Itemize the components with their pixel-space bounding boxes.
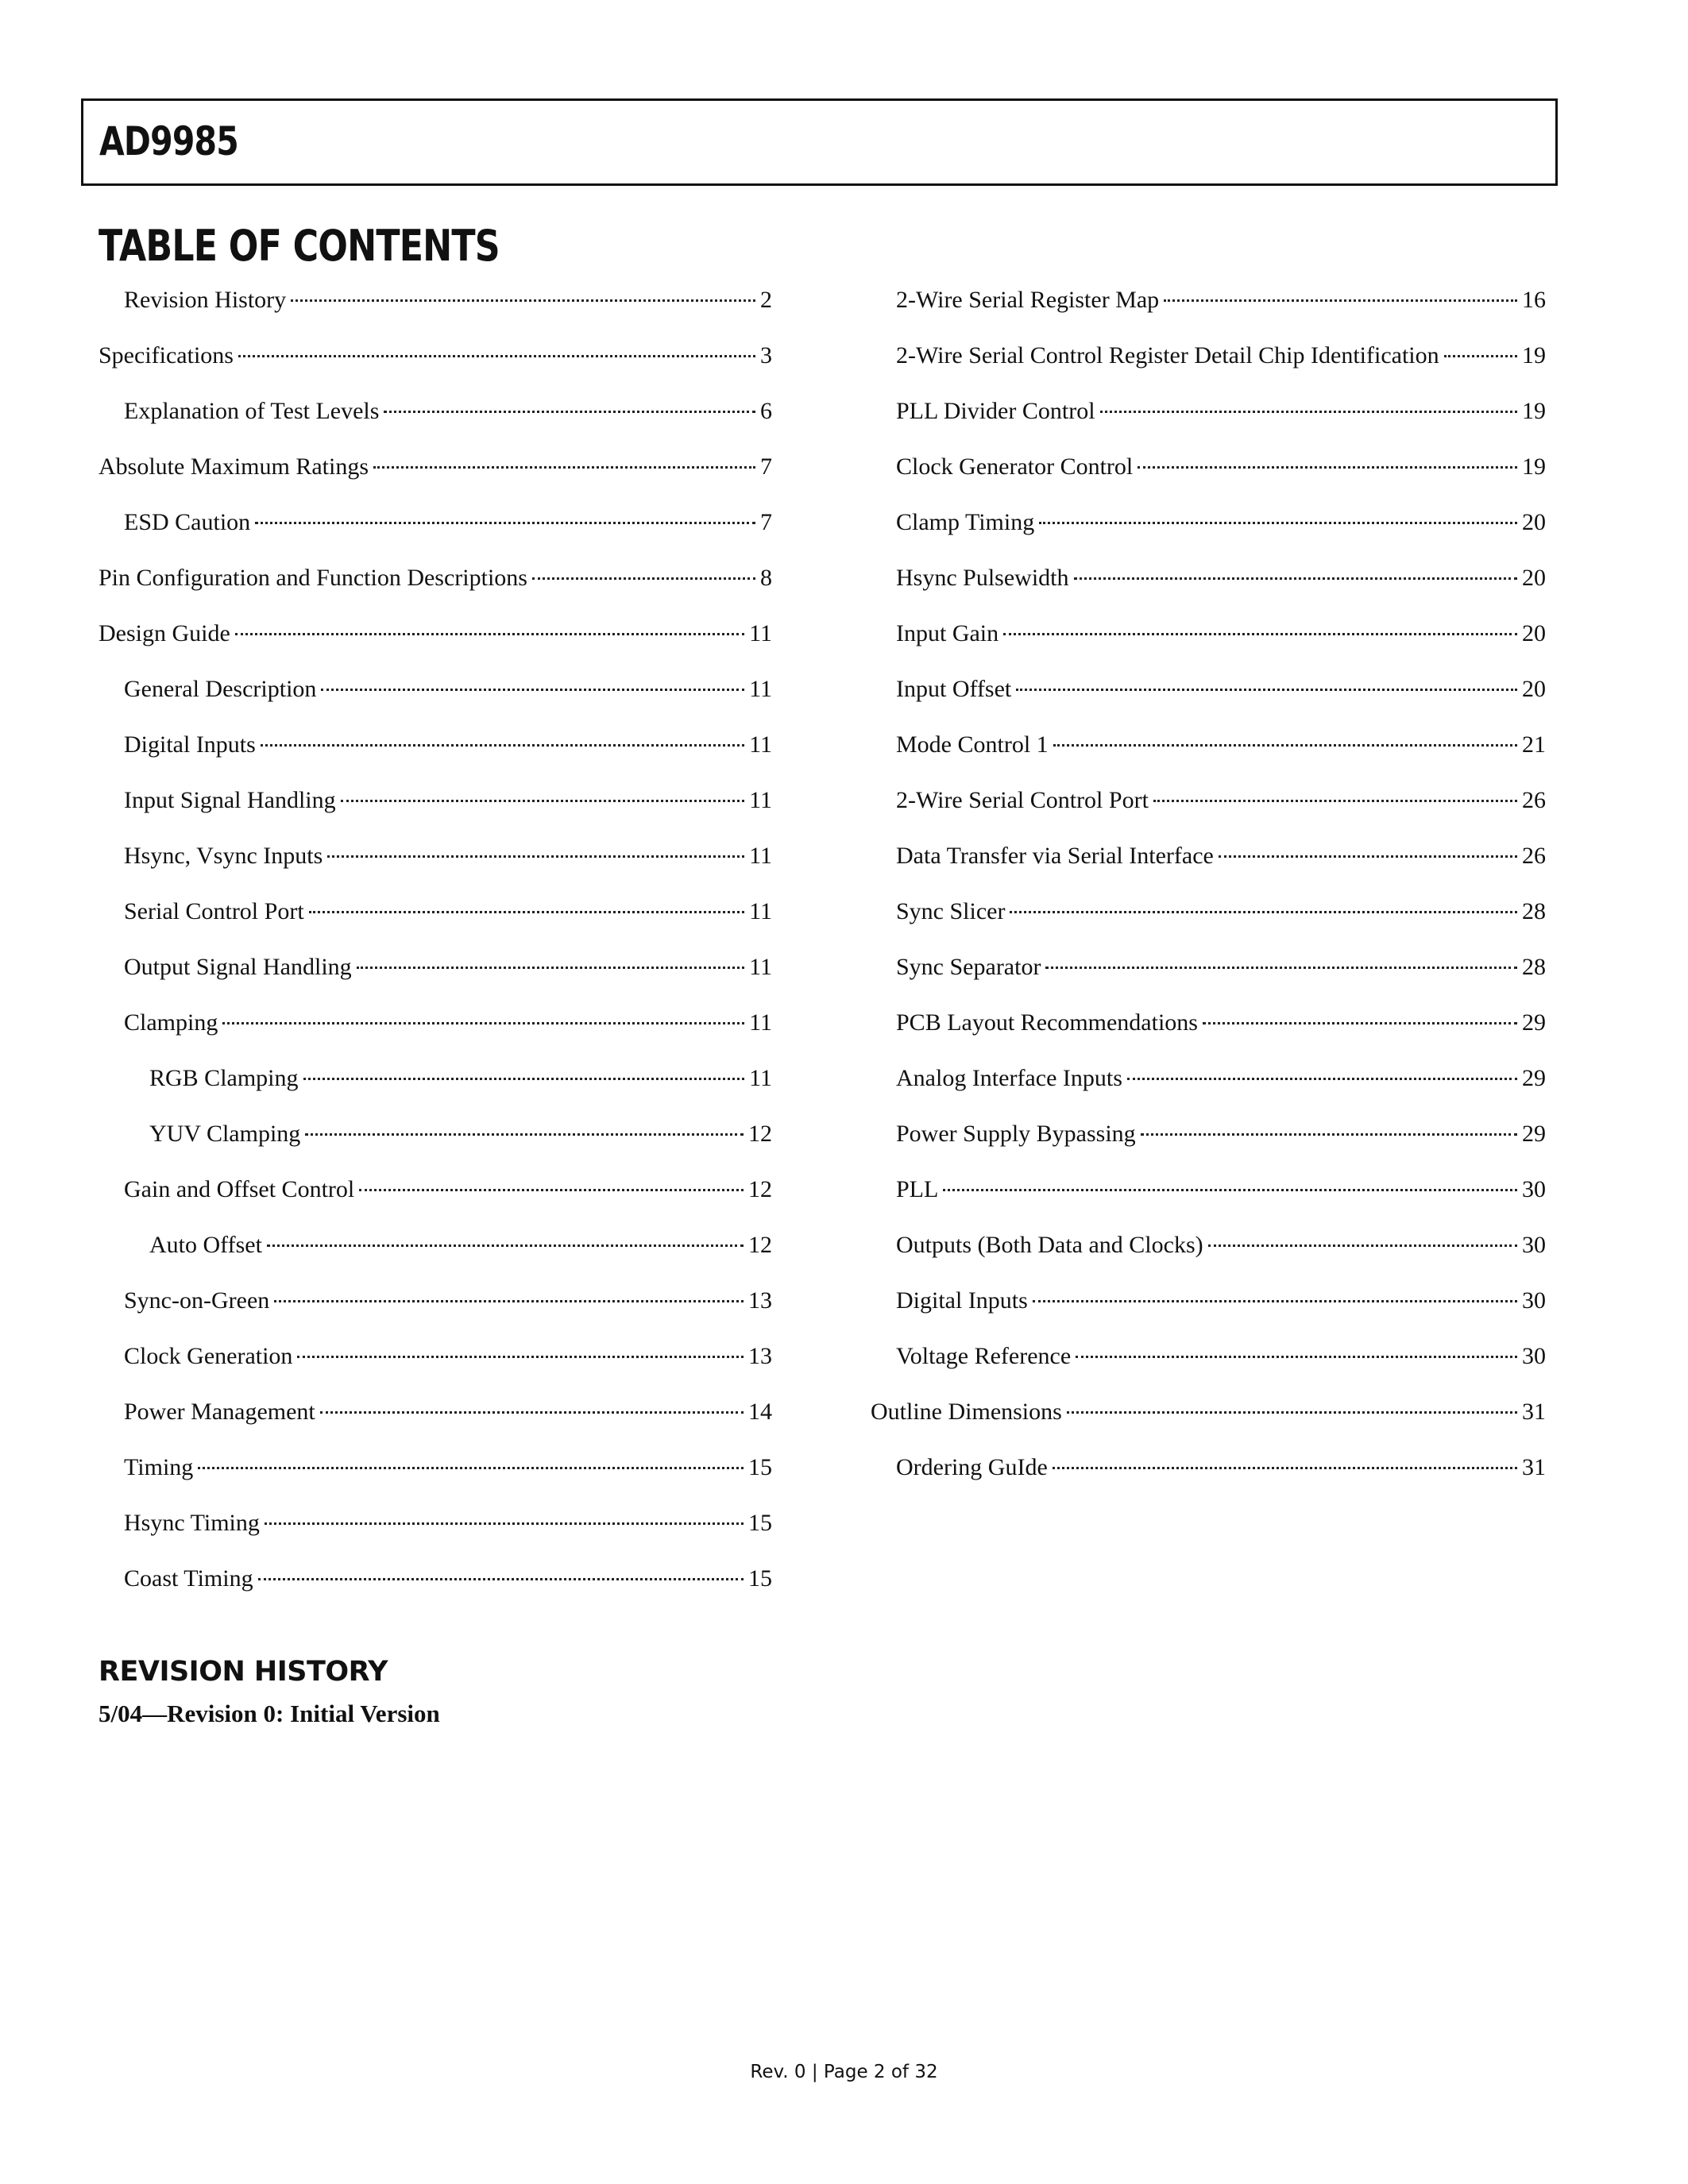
toc-dot-leader <box>327 855 744 858</box>
toc-entry[interactable] <box>871 1005 1546 1060</box>
toc-dot-leader <box>255 522 755 524</box>
toc-entry[interactable] <box>98 1561 772 1616</box>
toc-entry[interactable] <box>871 1227 1546 1283</box>
toc-dot-leader <box>303 1078 745 1080</box>
toc-entry-label: Auto Offset <box>149 1232 262 1258</box>
toc-entry[interactable] <box>871 782 1546 838</box>
toc-entry-label: Power Supply Bypassing <box>896 1121 1136 1147</box>
toc-entry-page: 11 <box>749 843 772 869</box>
toc-entry-label: Hsync Timing <box>124 1510 260 1536</box>
toc-entry-page: 7 <box>760 509 772 535</box>
toc-dot-leader <box>1067 1411 1517 1414</box>
toc-entry[interactable] <box>98 1227 772 1283</box>
toc-dot-leader <box>1219 855 1517 858</box>
toc-entry-label: Clamping <box>124 1009 218 1036</box>
toc-dot-leader <box>1074 577 1518 580</box>
toc-entry-page: 15 <box>748 1510 772 1536</box>
toc-entry-page: 20 <box>1522 509 1546 535</box>
toc-entry[interactable] <box>98 1060 772 1116</box>
toc-entry[interactable] <box>98 727 772 782</box>
toc-entry-page: 13 <box>748 1287 772 1314</box>
toc-entry-label: Hsync Pulsewidth <box>896 565 1069 591</box>
toc-dot-leader <box>305 1133 744 1136</box>
toc-dot-leader <box>1003 633 1517 635</box>
toc-entry-page: 11 <box>749 1065 772 1091</box>
toc-entry[interactable] <box>871 338 1546 393</box>
toc-entry-page: 12 <box>748 1121 772 1147</box>
toc-entry-label: Absolute Maximum Ratings <box>98 453 369 480</box>
toc-entry-label: Outputs (Both Data and Clocks) <box>896 1232 1203 1258</box>
toc-entry-page: 15 <box>748 1565 772 1592</box>
toc-entry[interactable] <box>871 838 1546 893</box>
toc-entry-page: 3 <box>760 342 772 369</box>
toc-dot-leader <box>267 1244 744 1247</box>
toc-entry-page: 30 <box>1522 1343 1546 1369</box>
toc-entry-page: 11 <box>749 731 772 758</box>
toc-dot-leader <box>274 1300 744 1302</box>
toc-entry[interactable] <box>98 282 772 338</box>
toc-dot-leader <box>222 1022 744 1024</box>
toc-entry-page: 11 <box>749 898 772 924</box>
toc-entry-page: 14 <box>748 1399 772 1425</box>
toc-entry-label: Design Guide <box>98 620 230 646</box>
toc-entry-label: Coast Timing <box>124 1565 253 1592</box>
toc-entry[interactable] <box>98 393 772 449</box>
toc-dot-leader <box>1164 299 1517 302</box>
toc-entry-page: 12 <box>748 1176 772 1202</box>
toc-entry-page: 30 <box>1522 1232 1546 1258</box>
toc-dot-leader <box>359 1189 744 1191</box>
toc-dot-leader <box>1045 967 1517 969</box>
toc-entry-page: 20 <box>1522 620 1546 646</box>
toc-entry-label: Power Management <box>124 1399 315 1425</box>
toc-entry-label: General Description <box>124 676 317 702</box>
toc-entry-page: 11 <box>749 787 772 813</box>
toc-entry-page: 6 <box>760 398 772 424</box>
toc-entry-page: 29 <box>1522 1065 1546 1091</box>
toc-entry[interactable] <box>871 282 1546 338</box>
toc-entry-page: 15 <box>748 1454 772 1480</box>
toc-dot-leader <box>261 744 744 747</box>
revision-entry: 5/04—Revision 0: Initial Version <box>98 1700 440 1727</box>
toc-entry-label: ESD Caution <box>124 509 251 535</box>
toc-entry-label: PLL Divider Control <box>896 398 1095 424</box>
toc-entry[interactable] <box>98 560 772 615</box>
toc-entry[interactable] <box>98 338 772 393</box>
toc-entry-label: PCB Layout Recommendations <box>896 1009 1198 1036</box>
toc-entry-page: 7 <box>760 453 772 480</box>
toc-entry-label: Outline Dimensions <box>871 1399 1062 1425</box>
toc-dot-leader <box>321 689 744 691</box>
toc-entry[interactable] <box>871 1449 1546 1505</box>
toc-entry-label: Data Transfer via Serial Interface <box>896 843 1214 869</box>
toc-dot-leader <box>198 1467 744 1469</box>
toc-entry[interactable] <box>871 1283 1546 1338</box>
toc-entry[interactable] <box>871 504 1546 560</box>
toc-entry[interactable] <box>871 449 1546 504</box>
toc-entry[interactable] <box>871 727 1546 782</box>
toc-dot-leader <box>1203 1022 1517 1024</box>
toc-entry-page: 19 <box>1522 342 1546 369</box>
toc-entry[interactable] <box>98 949 772 1005</box>
toc-dot-leader <box>1016 689 1517 691</box>
toc-entry-label: Pin Configuration and Function Descriptions <box>98 565 527 591</box>
toc-entry-label: 2-Wire Serial Control Port <box>896 787 1149 813</box>
toc-entry-label: Ordering GuIde <box>896 1454 1048 1480</box>
toc-entry-page: 2 <box>760 287 772 313</box>
toc-entry[interactable] <box>871 1060 1546 1116</box>
toc-entry-page: 28 <box>1522 954 1546 980</box>
toc-dot-leader <box>1208 1244 1517 1247</box>
toc-entry-page: 31 <box>1522 1399 1546 1425</box>
toc-entry-page: 31 <box>1522 1454 1546 1480</box>
toc-entry-page: 19 <box>1522 398 1546 424</box>
part-number: AD9985 <box>99 118 238 164</box>
toc-entry[interactable] <box>98 615 772 671</box>
toc-entry-label: Input Offset <box>896 676 1012 702</box>
toc-entry-label: Input Signal Handling <box>124 787 336 813</box>
toc-entry-label: Timing <box>124 1454 194 1480</box>
toc-entry[interactable] <box>871 615 1546 671</box>
toc-entry-page: 28 <box>1522 898 1546 924</box>
toc-entry[interactable] <box>871 560 1546 615</box>
toc-entry-label: Specifications <box>98 342 234 369</box>
toc-entry[interactable] <box>98 1171 772 1227</box>
toc-dot-leader <box>1153 800 1517 802</box>
toc-entry-label: Revision History <box>124 287 287 313</box>
revision-history-heading: REVISION HISTORY <box>98 1656 388 1688</box>
toc-right-column <box>871 282 1546 1505</box>
toc-entry-label: PLL <box>896 1176 939 1202</box>
toc-dot-leader <box>265 1522 744 1525</box>
toc-entry-label: Voltage Reference <box>896 1343 1072 1369</box>
toc-entry-page: 11 <box>749 1009 772 1036</box>
toc-left-column <box>98 282 772 1616</box>
toc-entry-page: 8 <box>760 565 772 591</box>
toc-entry-label: 2-Wire Serial Register Map <box>896 287 1160 313</box>
toc-entry-page: 26 <box>1522 843 1546 869</box>
toc-dot-leader <box>1039 522 1517 524</box>
toc-entry[interactable] <box>871 1338 1546 1394</box>
toc-entry-label: Explanation of Test Levels <box>124 398 380 424</box>
toc-entry[interactable] <box>98 838 772 893</box>
toc-dot-leader <box>943 1189 1517 1191</box>
toc-dot-leader <box>1053 744 1517 747</box>
toc-dot-leader <box>1138 466 1517 469</box>
toc-entry-page: 11 <box>749 954 772 980</box>
toc-dot-leader <box>320 1411 744 1414</box>
toc-entry[interactable] <box>98 1283 772 1338</box>
toc-entry-label: Sync Slicer <box>896 898 1006 924</box>
toc-entry-page: 19 <box>1522 453 1546 480</box>
toc-dot-leader <box>1010 911 1517 913</box>
toc-dot-leader <box>291 299 755 302</box>
toc-entry-page: 12 <box>748 1232 772 1258</box>
toc-dot-leader <box>1444 355 1517 357</box>
toc-dot-leader <box>1141 1133 1517 1136</box>
toc-entry[interactable] <box>98 671 772 727</box>
toc-entry-page: 21 <box>1522 731 1546 758</box>
toc-dot-leader <box>532 577 755 580</box>
toc-entry-label: Clamp Timing <box>896 509 1035 535</box>
toc-entry-page: 11 <box>749 620 772 646</box>
toc-entry[interactable] <box>98 1116 772 1171</box>
toc-entry-page: 30 <box>1522 1176 1546 1202</box>
toc-dot-leader <box>235 633 744 635</box>
toc-entry-label: Input Gain <box>896 620 999 646</box>
toc-entry[interactable] <box>98 893 772 949</box>
toc-entry[interactable] <box>98 1449 772 1505</box>
toc-entry[interactable] <box>871 1394 1546 1449</box>
toc-entry-label: YUV Clamping <box>149 1121 301 1147</box>
toc-entry[interactable] <box>98 449 772 504</box>
toc-entry-label: Gain and Offset Control <box>124 1176 355 1202</box>
page-footer: Rev. 0 | Page 2 of 32 <box>750 2062 938 2082</box>
toc-entry-page: 20 <box>1522 676 1546 702</box>
toc-entry-label: Digital Inputs <box>896 1287 1028 1314</box>
toc-entry-label: Analog Interface Inputs <box>896 1065 1122 1091</box>
toc-entry-page: 30 <box>1522 1287 1546 1314</box>
toc-entry-page: 26 <box>1522 787 1546 813</box>
toc-title: TABLE OF CONTENTS <box>98 221 500 271</box>
toc-entry[interactable] <box>98 1394 772 1449</box>
toc-entry-label: 2-Wire Serial Control Register Detail Chip Identification <box>896 342 1439 369</box>
toc-dot-leader <box>384 411 755 413</box>
toc-entry-label: Digital Inputs <box>124 731 256 758</box>
toc-entry[interactable] <box>98 504 772 560</box>
toc-entry-page: 13 <box>748 1343 772 1369</box>
header-box <box>81 98 1558 186</box>
toc-entry[interactable] <box>871 893 1546 949</box>
toc-entry[interactable] <box>98 1505 772 1561</box>
toc-dot-leader <box>341 800 744 802</box>
toc-dot-leader <box>1076 1356 1517 1358</box>
toc-entry-page: 29 <box>1522 1009 1546 1036</box>
toc-dot-leader <box>258 1578 744 1580</box>
toc-entry-label: RGB Clamping <box>149 1065 299 1091</box>
toc-entry[interactable] <box>871 1116 1546 1171</box>
toc-dot-leader <box>297 1356 744 1358</box>
toc-dot-leader <box>357 967 744 969</box>
toc-entry-page: 11 <box>749 676 772 702</box>
toc-entry-page: 29 <box>1522 1121 1546 1147</box>
toc-dot-leader <box>238 355 755 357</box>
toc-dot-leader <box>1053 1467 1517 1469</box>
toc-entry[interactable] <box>871 393 1546 449</box>
toc-entry-label: Sync-on-Green <box>124 1287 270 1314</box>
toc-dot-leader <box>1100 411 1517 413</box>
toc-entry[interactable] <box>98 782 772 838</box>
toc-entry-label: Output Signal Handling <box>124 954 352 980</box>
toc-entry-label: Hsync, Vsync Inputs <box>124 843 323 869</box>
toc-entry[interactable] <box>98 1005 772 1060</box>
toc-entry[interactable] <box>871 1171 1546 1227</box>
toc-entry-page: 20 <box>1522 565 1546 591</box>
toc-dot-leader <box>1127 1078 1517 1080</box>
toc-entry-label: Serial Control Port <box>124 898 304 924</box>
toc-entry[interactable] <box>871 671 1546 727</box>
toc-entry[interactable] <box>871 949 1546 1005</box>
toc-dot-leader <box>373 466 755 469</box>
toc-dot-leader <box>1033 1300 1517 1302</box>
toc-entry-label: Clock Generation <box>124 1343 293 1369</box>
toc-entry-label: Mode Control 1 <box>896 731 1049 758</box>
toc-dot-leader <box>309 911 744 913</box>
toc-entry-label: Clock Generator Control <box>896 453 1134 480</box>
toc-entry-label: Sync Separator <box>896 954 1041 980</box>
toc-entry[interactable] <box>98 1338 772 1394</box>
toc-entry-page: 16 <box>1522 287 1546 313</box>
